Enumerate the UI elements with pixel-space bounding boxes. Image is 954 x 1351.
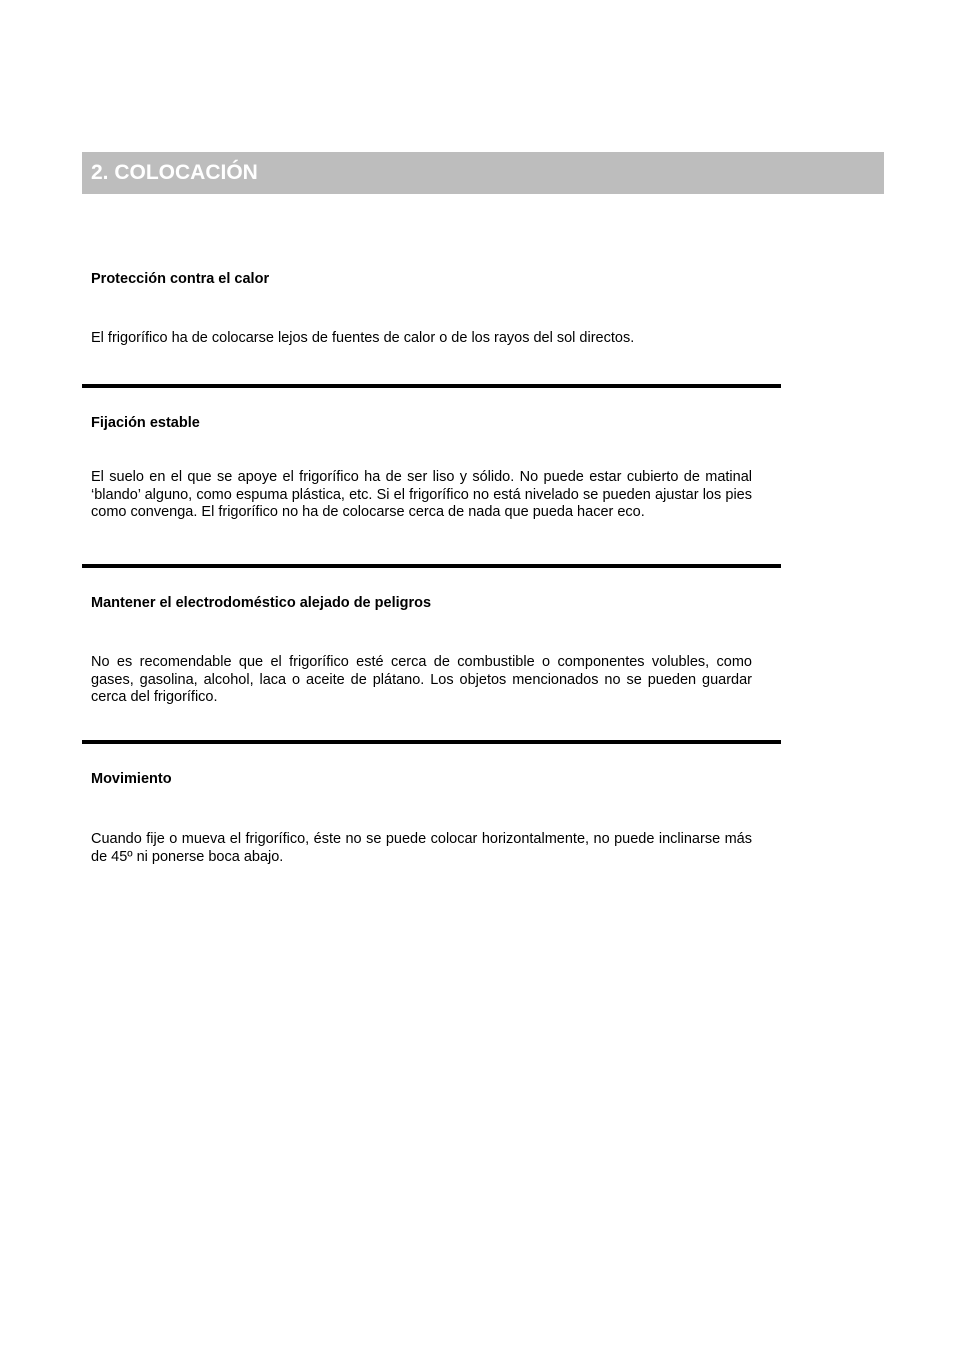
heading-heat-protection: Protección contra el calor (91, 271, 270, 287)
paragraph-movement: Cuando fije o mueva el frigorífico, éste no se puede colocar horizontalmente, no puede inclinarse más de 45º ni ponerse boca abajo. (91, 831, 752, 865)
section-divider (82, 740, 781, 744)
heading-movement: Movimiento (91, 771, 172, 787)
heading-stable-fixing: Fijación estable (91, 415, 200, 431)
paragraph-stable-fixing: El suelo en el que se apoye el frigorífico ha de ser liso y sólido. No puede estar cubierto de matinal ‘blando’ alguno, como espuma plástica, etc. Si el frigorífico no está nivelado se pueden ajustar los pies como convenga. El frigorífico no ha de colocarse cerca de nada que pueda hacer eco. (91, 469, 752, 521)
section-header-banner (82, 152, 884, 194)
section-divider (82, 564, 781, 568)
heading-keep-away-from-hazards: Mantener el electrodoméstico alejado de peligros (91, 595, 432, 611)
paragraph-keep-away-from-hazards: No es recomendable que el frigorífico esté cerca de combustible o componentes volubles, como gases, gasolina, alcohol, laca o aceite de plátano. Los objetos mencionados no se pueden guardar cerca del frigorífico. (91, 654, 752, 706)
paragraph-heat-protection: El frigorífico ha de colocarse lejos de fuentes de calor o de los rayos del sol directos. (91, 330, 635, 346)
section-divider (82, 384, 781, 388)
section-title: 2. COLOCACIÓN (91, 161, 258, 184)
